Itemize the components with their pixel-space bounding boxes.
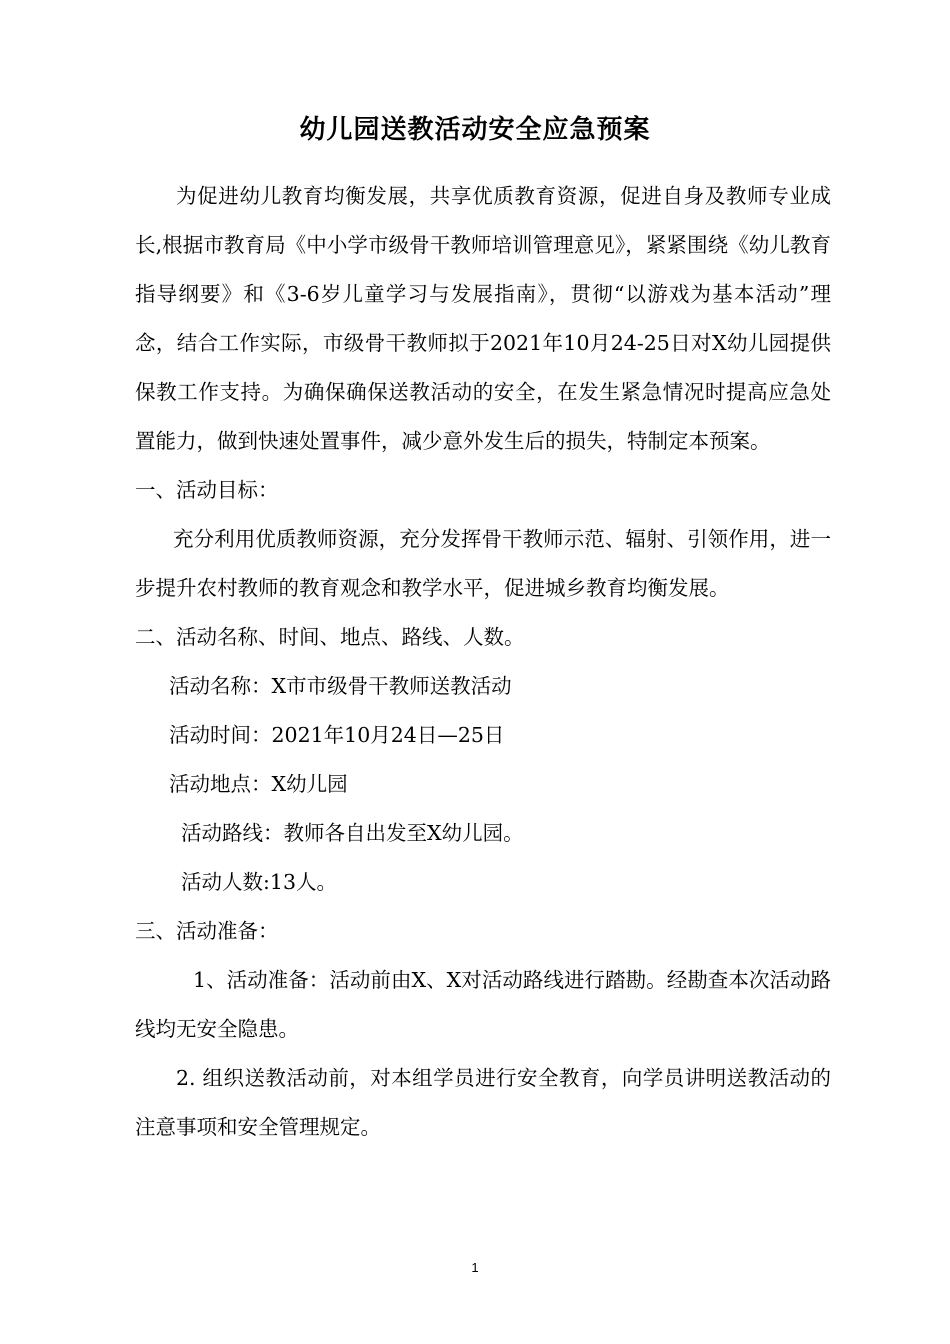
intro-paragraph: 为促进幼儿教育均衡发展，共享优质教育资源，促进自身及教师专业成长,根据市教育局《中小学市级骨干教师培训管理意见》，紧紧围绕《幼儿教育指导纲要》和《3-6岁儿童学习与发展指南》，贯彻“以游戏为基本活动”理念，结合工作实际，市级骨干教师拟于2021年10月24-25日对X幼儿园提供保教工作支持。为确保确保送教活动的安全，在发生紧急情况时提高应急处置能力，做到快速处置事件，减少意外发生后的损失，特制定本预案。 bbox=[135, 184, 831, 453]
section1-heading: 一、活动目标： bbox=[135, 478, 279, 502]
activity-count: 活动人数:13人。 bbox=[181, 870, 337, 894]
section2-heading: 二、活动名称、时间、地点、路线、人数。 bbox=[135, 625, 525, 649]
document-title: 幼儿园送教活动安全应急预案 bbox=[299, 115, 651, 145]
document-body bbox=[135, 172, 831, 1152]
section1-paragraph: 充分利用优质教师资源，充分发挥骨干教师示范、辐射、引领作用，进一步提升农村教师的教育观念和教学水平，促进城乡教育均衡发展。 bbox=[135, 527, 831, 600]
section3-item2: 2. 组织送教活动前，对本组学员进行安全教育，向学员讲明送教活动的注意事项和安全管理规定。 bbox=[135, 1066, 831, 1139]
section3-heading: 三、活动准备： bbox=[135, 919, 279, 943]
activity-time: 活动时间：2021年10月24日—25日 bbox=[169, 723, 505, 747]
section3-item1: 1、活动准备：活动前由X、X对活动路线进行踏勘。经勘查本次活动路线均无安全隐患。 bbox=[135, 968, 831, 1041]
activity-place: 活动地点：X幼儿园 bbox=[169, 772, 348, 796]
activity-name: 活动名称：X市市级骨干教师送教活动 bbox=[169, 674, 512, 698]
activity-route: 活动路线：教师各自出发至X幼儿园。 bbox=[181, 821, 524, 845]
page-number: 1 bbox=[471, 1260, 479, 1275]
